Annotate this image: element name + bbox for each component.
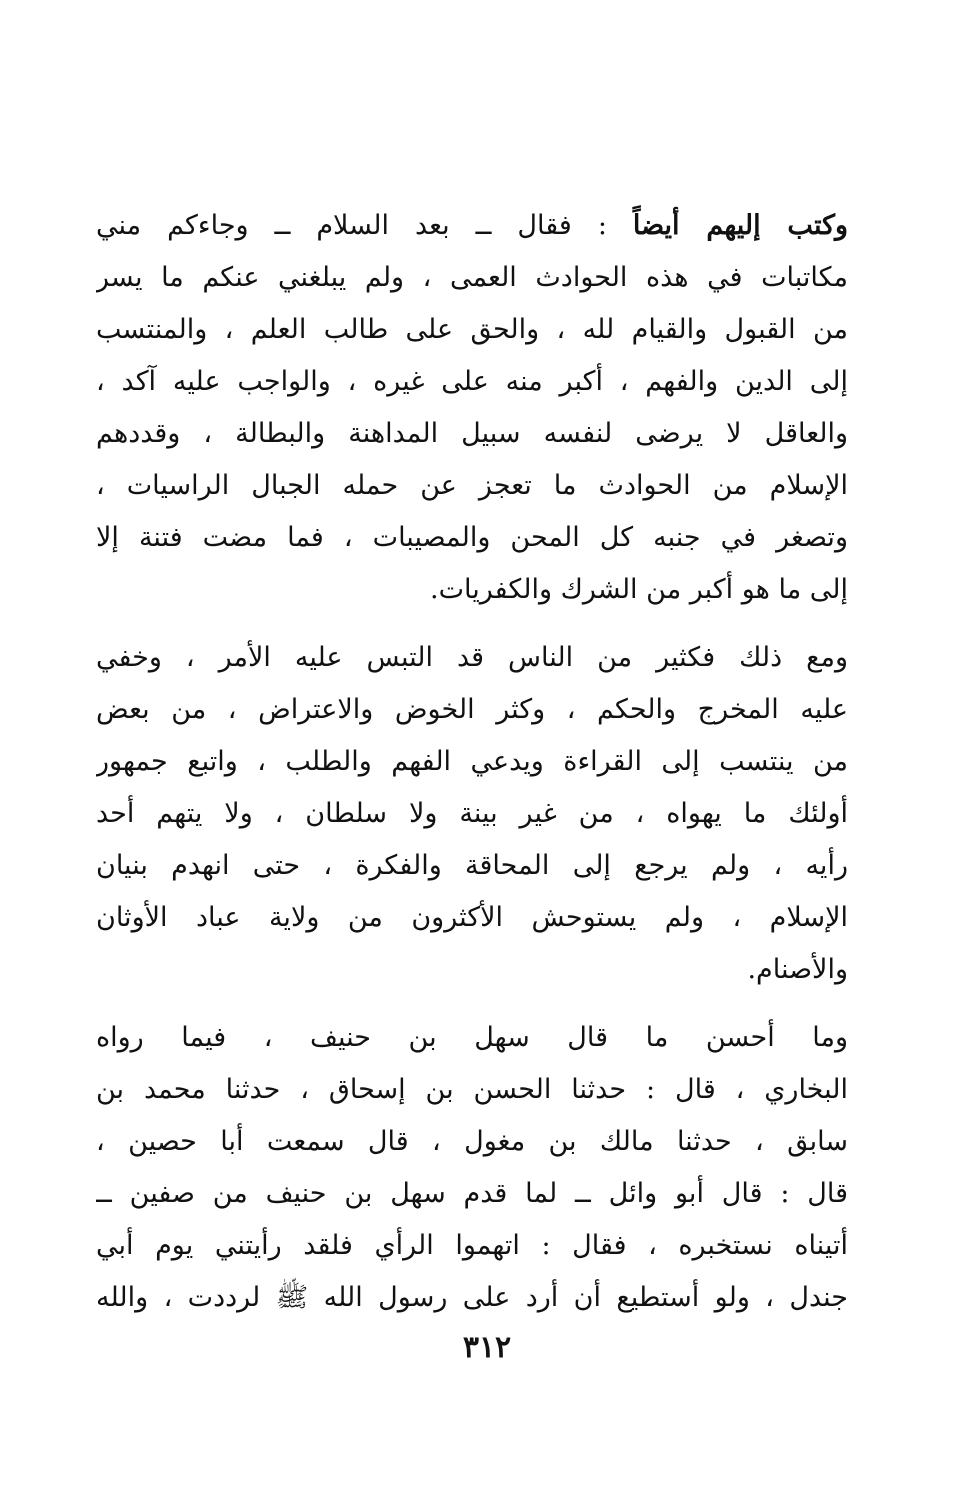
text-line: ومع ذلك فكثير من الناس قد التبس عليه الأمر ، وخفي bbox=[96, 642, 848, 673]
text-line: قال : قال أبو وائل ــ لما قدم سهل بن حنيف من صفين ــ bbox=[96, 1178, 848, 1209]
text-line: مكاتبات في هذه الحوادث العمى ، ولم يبلغني عنكم ما يسر bbox=[96, 262, 848, 293]
text-line: من ينتسب إلى القراءة ويدعي الفهم والطلب ، واتبع جمهور bbox=[96, 746, 848, 777]
text-line: وتصغر في جنبه كل المحن والمصيبات ، فما مضت فتنة إلا bbox=[96, 522, 848, 553]
paragraph-2 bbox=[96, 632, 848, 996]
paragraph-3 bbox=[96, 1012, 848, 1324]
text-line: رأيه ، ولم يرجع إلى المحاقة والفكرة ، حتى انهدم بنيان bbox=[96, 850, 848, 881]
text-line: من القبول والقيام لله ، والحق على طالب العلم ، والمنتسب bbox=[96, 314, 848, 345]
paragraph-1 bbox=[96, 200, 848, 616]
text-line: عليه المخرج والحكم ، وكثر الخوض والاعتراض ، من بعض bbox=[96, 694, 848, 725]
text-line: إلى الدين والفهم ، أكبر منه على غيره ، والواجب عليه آكد ، bbox=[96, 366, 848, 397]
text-line: أولئك ما يهواه ، من غير بينة ولا سلطان ، ولا يتهم أحد bbox=[96, 798, 848, 829]
text-line: والعاقل لا يرضى لنفسه سبيل المداهنة والبطالة ، وقددهم bbox=[96, 418, 848, 449]
text-line bbox=[96, 200, 848, 252]
text-line: جندل ، ولو أستطيع أن أرد على رسول الله ﷺ لرددت ، والله bbox=[96, 1282, 848, 1313]
text-line: والأصنام. bbox=[747, 954, 848, 985]
text-line-content: : فقال ــ بعد السلام ــ وجاءكم مني bbox=[96, 210, 607, 241]
page-number: ٣١٢ bbox=[462, 1330, 512, 1365]
text-line: إلى ما هو أكبر من الشرك والكفريات. bbox=[430, 574, 848, 605]
text-line: وما أحسن ما قال سهل بن حنيف ، فيما رواه bbox=[96, 1022, 848, 1053]
text-line: الإسلام من الحوادث ما تعجز عن حمله الجبال الراسيات ، bbox=[96, 470, 848, 501]
paragraph-lead: وكتب إليهم أيضاً bbox=[632, 210, 848, 241]
text-line: الإسلام ، ولم يستوحش الأكثرون من ولاية عباد الأوثان bbox=[96, 902, 848, 933]
text-line: سابق ، حدثنا مالك بن مغول ، قال سمعت أبا حصين ، bbox=[96, 1126, 848, 1157]
text-line: البخاري ، قال : حدثنا الحسن بن إسحاق ، حدثنا محمد بن bbox=[96, 1074, 848, 1105]
text-line: أتيناه نستخبره ، فقال : اتهموا الرأي فلقد رأيتني يوم أبي bbox=[96, 1230, 848, 1261]
